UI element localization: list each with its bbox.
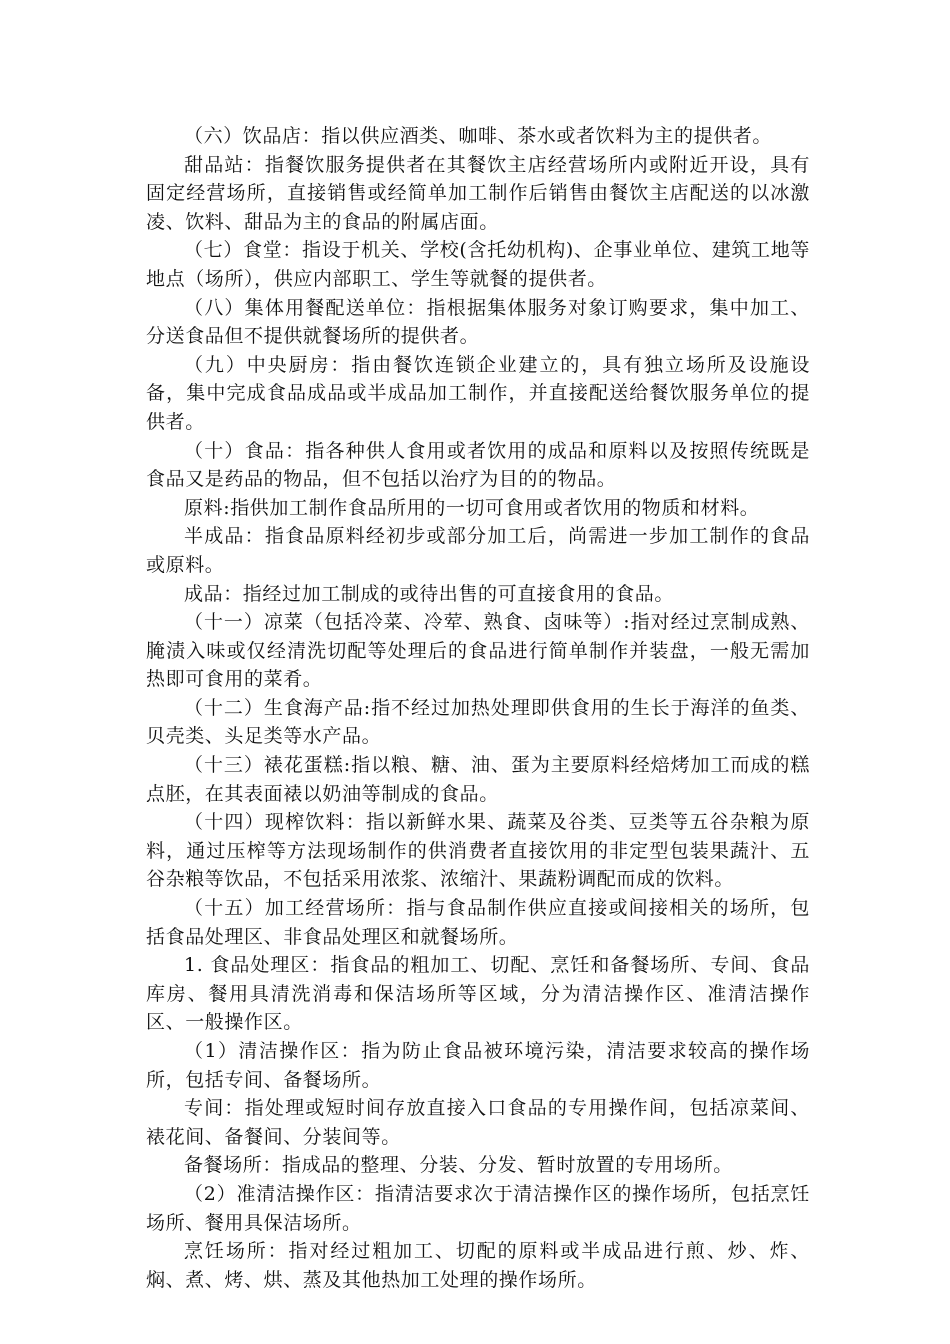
paragraph-central-kitchen: （九）中央厨房：指由餐饮连锁企业建立的，具有独立场所及设施设备，集中完成食品成品或半成品加工制作，并直接配送给餐饮服务单位的提供者。 [146, 353, 810, 433]
paragraph-meal-prep-area: 备餐场所：指成品的整理、分装、分发、暂时放置的专用场所。 [184, 1154, 733, 1177]
paragraph-decorated-cake: （十三）裱花蛋糕:指以粮、糖、油、蛋为主要原料经焙烤加工而成的糕点胚，在其表面裱以奶油等制成的食品。 [146, 754, 810, 805]
paragraph-canteen: （七）食堂：指设于机关、学校(含托幼机构)、企事业单位、建筑工地等地点（场所），供应内部职工、学生等就餐的提供者。 [146, 239, 810, 290]
paragraph-semi-clean-area: （2）准清洁操作区：指清洁要求次于清洁操作区的操作场所，包括烹饪场所、餐用具保洁场所。 [146, 1182, 810, 1234]
paragraph-group-meal-delivery: （八）集体用餐配送单位：指根据集体服务对象订购要求，集中加工、分送食品但不提供就餐场所的提供者。 [146, 296, 810, 348]
paragraph-food-handling-area: 1. 食品处理区：指食品的粗加工、切配、烹饪和备餐场所、专间、食品库房、餐用具清洗消毒和保洁场所等区域，分为清洁操作区、准清洁操作区、一般操作区。 [146, 954, 810, 1034]
paragraph-processing-premises: （十五）加工经营场所：指与食品制作供应直接或间接相关的场所，包括食品处理区、非食品处理区和就餐场所。 [146, 897, 810, 948]
paragraph-beverage-shop: （六）饮品店：指以供应酒类、咖啡、茶水或者饮料为主的提供者。 [184, 125, 773, 147]
paragraph-clean-operation-area: （1）清洁操作区：指为防止食品被环境污染，清洁要求较高的操作场所，包括专间、备餐场所。 [146, 1040, 810, 1091]
paragraph-dessert-station: 甜品站：指餐饮服务提供者在其餐饮主店经营场所内或附近开设，具有固定经营场所，直接销售或经简单加工制作后销售由餐饮主店配送的以冰激凌、饮料、甜品为主的食品的附属店面。 [146, 153, 810, 233]
paragraph-special-room: 专间：指处理或短时间存放直接入口食品的专用操作间，包括凉菜间、裱花间、备餐间、分装间等。 [146, 1097, 810, 1148]
paragraph-raw-material: 原料:指供加工制作食品所用的一切可食用或者饮用的物质和材料。 [184, 496, 760, 519]
paragraph-finished-product: 成品：指经过加工制成的或待出售的可直接食用的食品。 [184, 582, 675, 605]
paragraph-cold-dishes: （十一）凉菜（包括冷菜、冷荤、熟食、卤味等）:指对经过烹制成熟、腌渍入味或仅经清洗切配等处理后的食品进行简单制作并装盘，一般无需加热即可食用的菜肴。 [146, 611, 810, 691]
document-body [146, 122, 810, 1294]
paragraph-cooking-area: 烹饪场所：指对经过粗加工、切配的原料或半成品进行煎、炒、炸、焖、煮、烤、烘、蒸及其他热加工处理的操作场所。 [146, 1240, 810, 1291]
paragraph-raw-seafood: （十二）生食海产品:指不经过加热处理即供食用的生长于海洋的鱼类、贝壳类、头足类等水产品。 [146, 696, 810, 748]
paragraph-fresh-juice: （十四）现榨饮料：指以新鲜水果、蔬菜及谷类、豆类等五谷杂粮为原料，通过压榨等方法现场制作的供消费者直接饮用的非定型包装果蔬汁、五谷杂粮等饮品，不包括采用浓浆、浓缩汁、果蔬粉调配而成的饮料。 [146, 811, 810, 891]
paragraph-food: （十）食品：指各种供人食用或者饮用的成品和原料以及按照传统既是食品又是药品的物品，但不包括以治疗为目的的物品。 [146, 439, 810, 491]
paragraph-semi-finished: 半成品：指食品原料经初步或部分加工后，尚需进一步加工制作的食品或原料。 [146, 525, 810, 576]
